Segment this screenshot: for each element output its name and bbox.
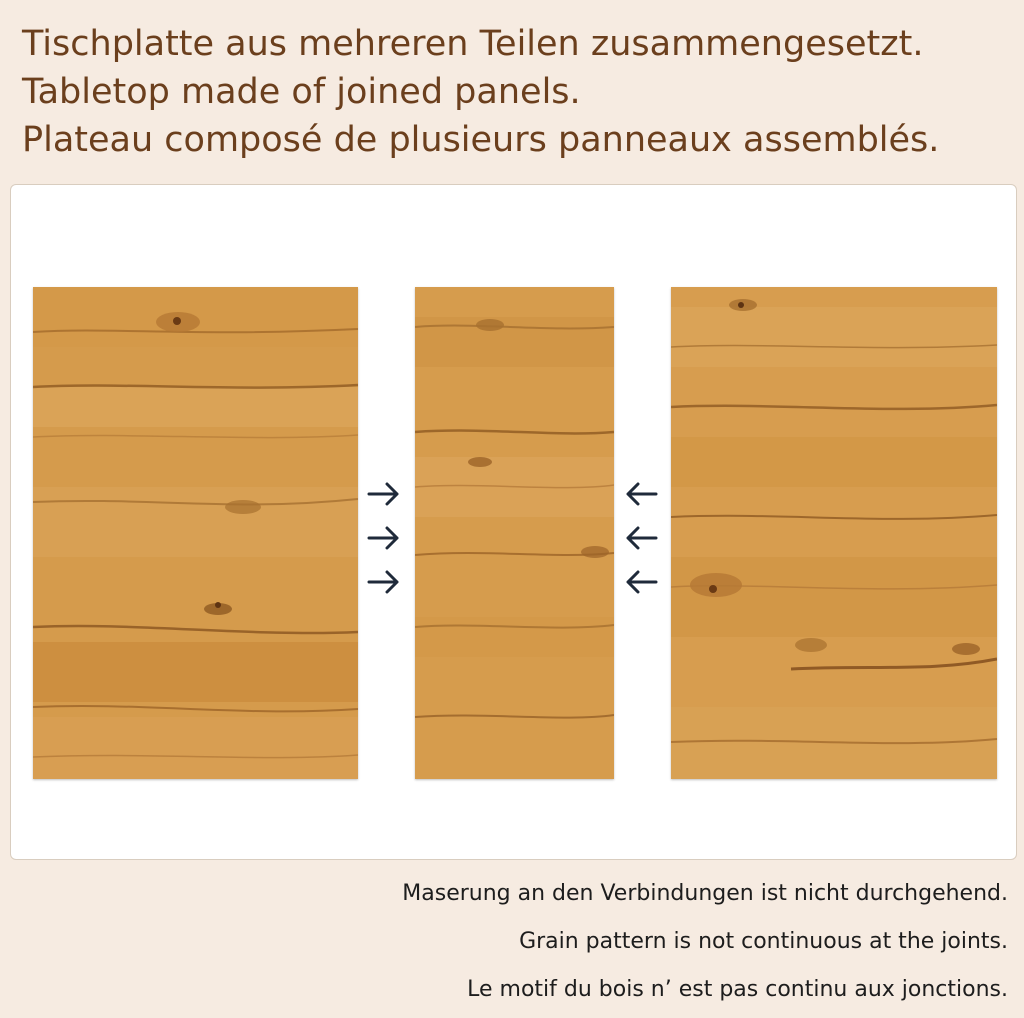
arrow-right-icon [366,475,402,513]
caption-english: Grain pattern is not continuous at the joints. [519,929,1008,954]
panels-illustration-card [10,184,1017,860]
left-arrow-group [623,475,659,601]
title-french: Plateau composé de plusieurs panneaux assemblés. [22,120,940,160]
right-wood-panel [671,287,997,779]
arrow-left-icon [623,475,659,513]
arrow-left-icon [623,519,659,557]
arrow-right-icon [366,519,402,557]
caption-german: Maserung an den Verbindungen ist nicht durchgehend. [402,881,1008,906]
title-block [22,20,939,164]
arrow-left-icon [623,563,659,601]
center-wood-panel [415,287,614,779]
title-english: Tabletop made of joined panels. [22,72,581,112]
arrow-right-icon [366,563,402,601]
caption-french: Le motif du bois n’ est pas continu aux jonctions. [467,977,1008,1002]
title-german: Tischplatte aus mehreren Teilen zusammengesetzt. [22,24,924,64]
right-arrow-group [366,475,402,601]
caption-block [402,870,1008,1014]
left-wood-panel [33,287,358,779]
